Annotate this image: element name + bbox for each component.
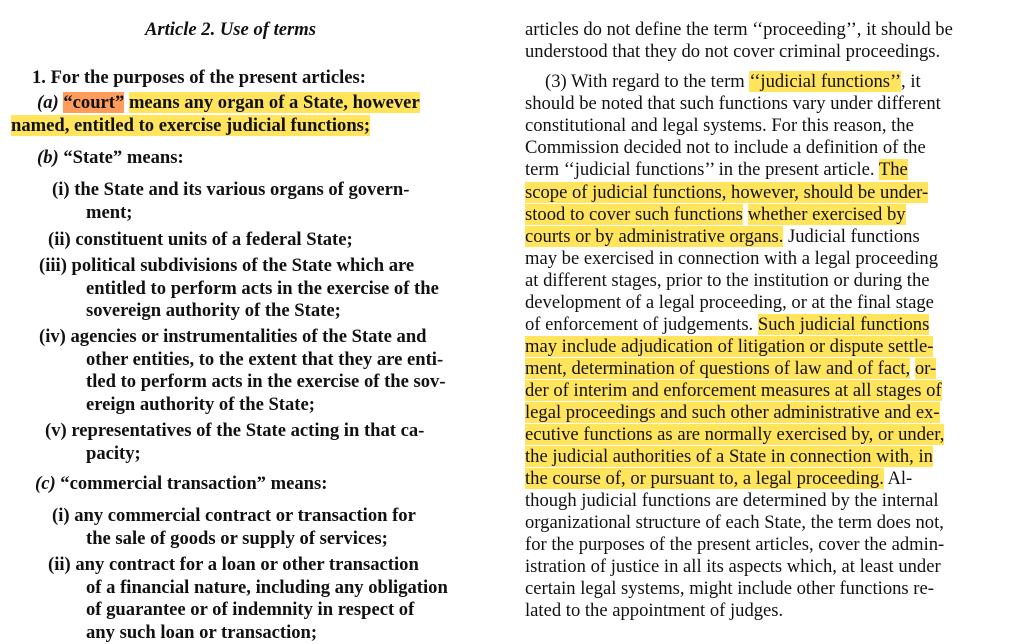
right-line bbox=[525, 556, 941, 578]
right-line bbox=[525, 41, 940, 63]
left-line bbox=[86, 371, 446, 393]
text-segment: should be noted that such functions vary under different bbox=[525, 93, 941, 114]
text-segment: “court” bbox=[63, 92, 125, 113]
right-line bbox=[525, 159, 908, 181]
text-segment: organizational structure of each State, the term does not, bbox=[525, 512, 944, 533]
left-line bbox=[86, 202, 132, 224]
text-segment: named, entitled to exercise judicial functions; bbox=[11, 115, 371, 136]
text-segment: Such judicial functions bbox=[757, 314, 930, 335]
right-line bbox=[525, 248, 938, 270]
text-segment: the judicial authorities of a State in connection with, in bbox=[525, 446, 933, 467]
left-line bbox=[86, 577, 448, 599]
right-line bbox=[525, 358, 936, 380]
left-line bbox=[86, 599, 414, 621]
text-segment: Al- bbox=[883, 468, 913, 489]
text-segment: (c) bbox=[35, 473, 56, 494]
text-segment: certain legal systems, might include other functions re- bbox=[525, 578, 934, 599]
text-segment: ment, determination of questions of law and of fact, bbox=[525, 358, 911, 379]
left-line bbox=[86, 349, 443, 371]
left-line bbox=[35, 473, 327, 495]
left-line bbox=[86, 300, 341, 322]
text-segment: (a) bbox=[37, 92, 59, 113]
right-line bbox=[525, 204, 906, 226]
text-segment: pacity; bbox=[86, 443, 141, 464]
text-segment: tled to perform acts in the exercise of the sov- bbox=[86, 371, 446, 392]
text-segment: (ii) any contract for a loan or other transaction bbox=[48, 554, 419, 575]
left-line bbox=[11, 115, 370, 137]
text-segment: whether exercised by bbox=[747, 204, 906, 225]
left-line bbox=[45, 420, 424, 442]
text-segment: scope of judicial functions, however, should be under- bbox=[525, 182, 929, 203]
text-segment: ecutive functions as are normally exercised by, or under, bbox=[525, 424, 945, 445]
text-segment: development of a legal proceeding, or at the final stage bbox=[525, 292, 934, 313]
right-line bbox=[525, 512, 944, 534]
right-line bbox=[525, 19, 953, 41]
text-segment: of enforcement of judgements. bbox=[525, 314, 758, 335]
right-line bbox=[525, 115, 914, 137]
left-line bbox=[39, 255, 414, 277]
right-line bbox=[525, 226, 920, 248]
right-line bbox=[525, 402, 940, 424]
right-line bbox=[525, 578, 934, 600]
left-line bbox=[37, 147, 184, 169]
text-segment: Judicial functions bbox=[783, 226, 920, 247]
text-segment: the sale of goods or supply of services; bbox=[86, 528, 388, 549]
text-segment: legal proceedings and such other administrative and ex- bbox=[525, 402, 940, 423]
text-segment: may be exercised in connection with a legal proceeding bbox=[525, 248, 939, 269]
text-segment: 1. For the purposes of the present articles: bbox=[32, 67, 366, 88]
text-segment: other entities, to the extent that they are enti- bbox=[86, 349, 444, 370]
text-segment: of a financial nature, including any obligation bbox=[86, 577, 448, 598]
text-segment: courts or by administrative organs. bbox=[525, 226, 784, 247]
text-segment: the course of, or pursuant to, a legal proceeding. bbox=[525, 468, 884, 489]
left-line bbox=[32, 67, 366, 89]
text-segment: ‘‘judicial functions’’ bbox=[749, 71, 902, 92]
text-segment: term ‘‘judicial functions’’ in the present article. bbox=[525, 159, 879, 180]
right-line bbox=[525, 292, 934, 314]
text-segment: der of interim and enforcement measures at all stages of bbox=[525, 380, 942, 401]
right-line bbox=[525, 468, 912, 490]
right-line bbox=[525, 137, 926, 159]
text-segment: (b) bbox=[37, 147, 59, 168]
right-line bbox=[525, 600, 783, 622]
text-segment: for the purposes of the present articles, cover the admin- bbox=[525, 534, 945, 555]
text-segment: articles do not define the term ‘‘proceeding’’, it should be bbox=[525, 19, 953, 40]
text-segment: entitled to perform acts in the exercise of the bbox=[86, 278, 439, 299]
text-segment: (i) any commercial contract or transaction for bbox=[52, 505, 416, 526]
text-segment: (ii) constituent units of a federal State; bbox=[48, 229, 353, 250]
text-segment: (3) With regard to the term bbox=[545, 71, 750, 92]
text-segment bbox=[743, 204, 748, 225]
left-line bbox=[145, 19, 316, 41]
text-segment: though judicial functions are determined by the internal bbox=[525, 490, 939, 511]
text-segment: , it bbox=[901, 71, 921, 92]
left-line bbox=[39, 326, 427, 348]
text-segment: may include adjudication of litigation or dispute settle- bbox=[525, 336, 934, 357]
right-line bbox=[525, 534, 944, 556]
left-line bbox=[48, 554, 419, 576]
text-segment: (i) the State and its various organs of govern- bbox=[52, 179, 410, 200]
right-line bbox=[525, 424, 944, 446]
text-segment: constitutional and legal systems. For this reason, the bbox=[525, 115, 914, 136]
left-line bbox=[86, 443, 141, 465]
text-segment: stood to cover such functions bbox=[525, 204, 743, 225]
text-segment: Commission decided not to include a definition of the bbox=[525, 137, 926, 158]
left-line bbox=[37, 92, 420, 114]
text-segment: any such loan or transaction; bbox=[86, 622, 318, 643]
text-segment: (v) representatives of the State acting in that ca- bbox=[45, 420, 425, 441]
left-line bbox=[86, 278, 439, 300]
text-segment: Article 2. Use of terms bbox=[145, 19, 316, 40]
text-segment: (iv) agencies or instrumentalities of the State and bbox=[39, 326, 427, 347]
left-line bbox=[86, 528, 388, 550]
left-line bbox=[86, 622, 317, 644]
right-line bbox=[525, 93, 941, 115]
text-segment: understood that they do not cover criminal proceedings. bbox=[525, 41, 941, 62]
right-line bbox=[525, 182, 928, 204]
text-segment: or- bbox=[914, 358, 937, 379]
text-segment: ereign authority of the State; bbox=[86, 394, 315, 415]
right-line bbox=[525, 314, 929, 336]
text-segment: sovereign authority of the State; bbox=[86, 300, 341, 321]
text-segment: means any organ of a State, however bbox=[128, 92, 420, 113]
text-segment: istration of justice in all its aspects which, at least under bbox=[525, 556, 941, 577]
left-line bbox=[52, 505, 416, 527]
right-line bbox=[525, 490, 939, 512]
text-segment: The bbox=[878, 159, 908, 180]
right-line bbox=[525, 336, 933, 358]
text-segment: “commercial transaction” means: bbox=[55, 473, 328, 494]
left-line bbox=[48, 229, 353, 251]
text-segment: of guarantee or of indemnity in respect of bbox=[86, 599, 415, 620]
right-line bbox=[525, 270, 930, 292]
right-line bbox=[545, 71, 921, 93]
text-segment: lated to the appointment of judges. bbox=[525, 600, 784, 621]
left-line bbox=[52, 179, 409, 201]
text-segment: (iii) political subdivisions of the State which are bbox=[39, 255, 415, 276]
text-segment: at different stages, prior to the institution or during the bbox=[525, 270, 930, 291]
left-line bbox=[86, 394, 315, 416]
text-segment: ment; bbox=[86, 202, 133, 223]
text-segment: “State” means: bbox=[58, 147, 184, 168]
right-line bbox=[525, 380, 942, 402]
right-line bbox=[525, 446, 933, 468]
